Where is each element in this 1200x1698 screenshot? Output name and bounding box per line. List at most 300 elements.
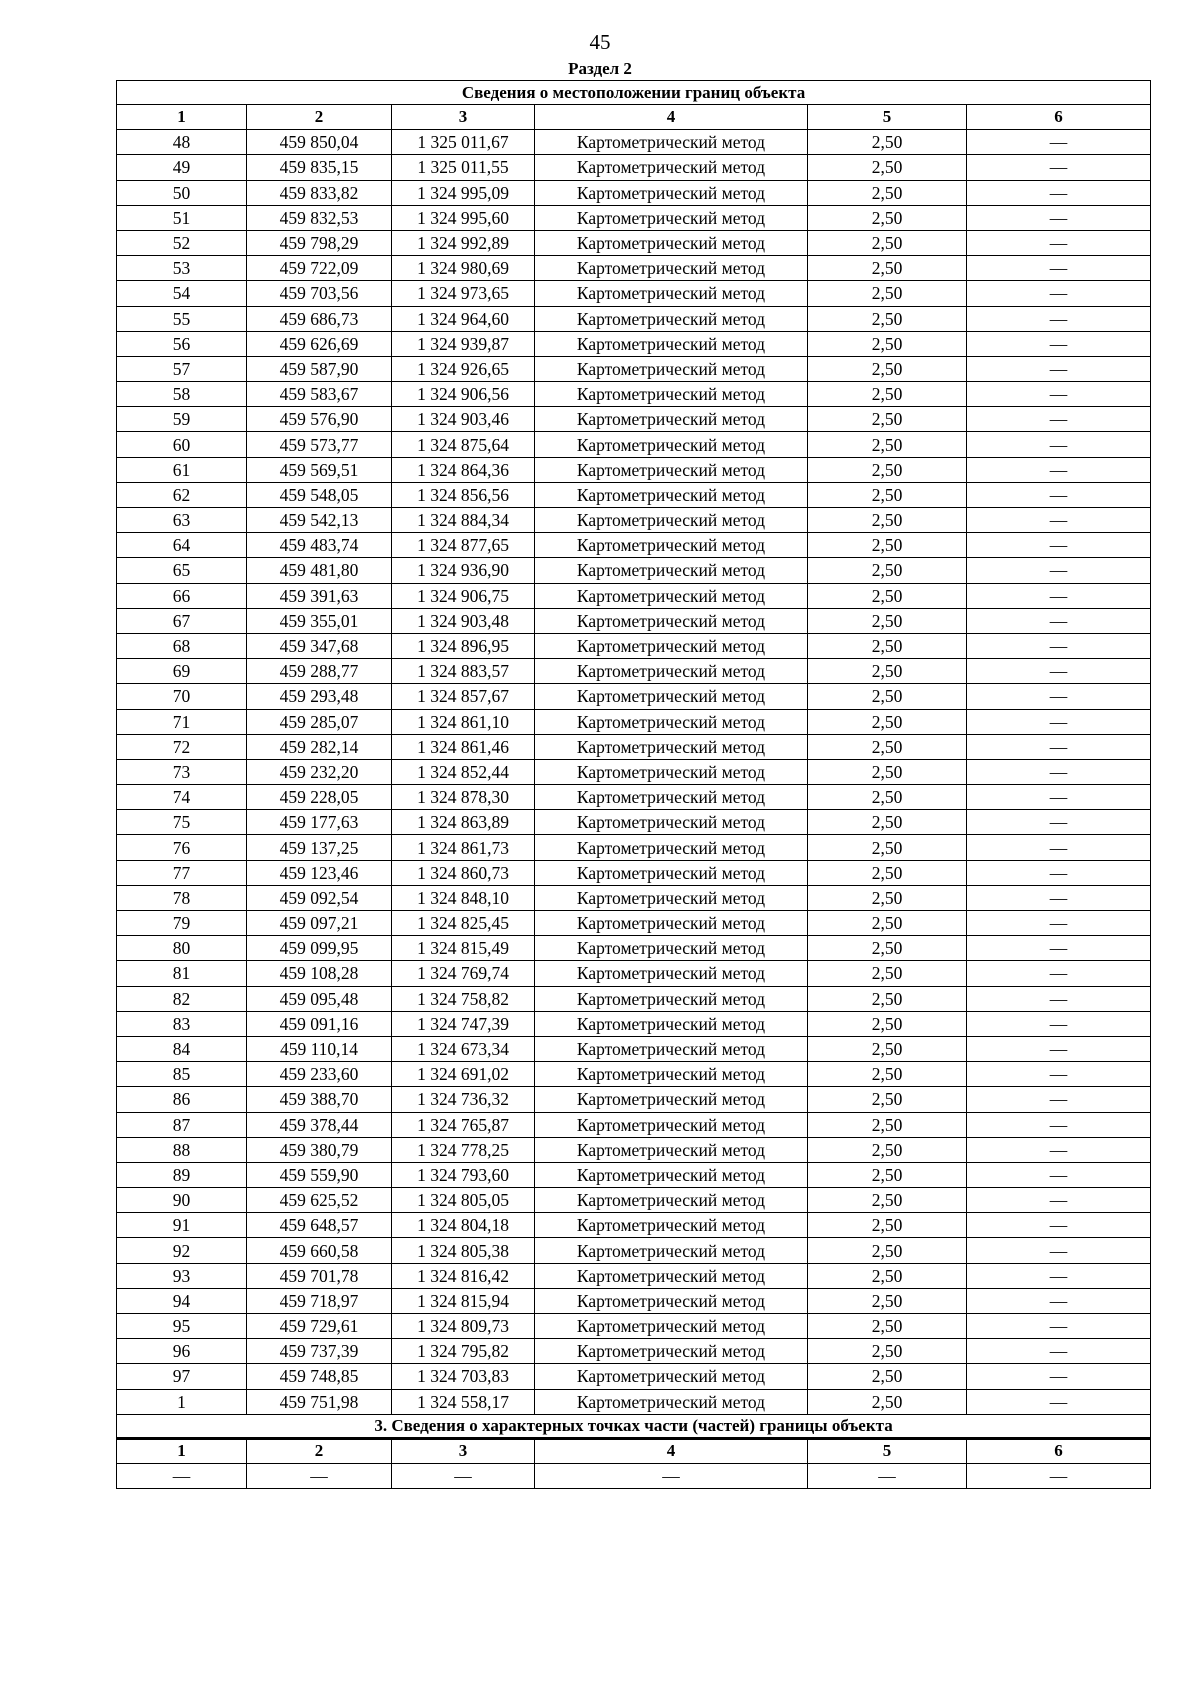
table-cell: Картометрический метод — [535, 1263, 808, 1288]
table-cell: Картометрический метод — [535, 734, 808, 759]
table-row — [117, 633, 1151, 658]
table-cell: — — [967, 785, 1151, 810]
table-cell: — — [967, 180, 1151, 205]
table-cell: 2,50 — [808, 759, 967, 784]
table-cell: Картометрический метод — [535, 205, 808, 230]
table-cell: 1 324 964,60 — [392, 306, 535, 331]
table-cell: 1 324 758,82 — [392, 986, 535, 1011]
column-header: 6 — [967, 1438, 1151, 1463]
table-cell: — — [967, 1162, 1151, 1187]
table-cell: — — [967, 482, 1151, 507]
table-cell: Картометрический метод — [535, 558, 808, 583]
table-cell: 459 388,70 — [247, 1087, 392, 1112]
table-cell: 2,50 — [808, 1364, 967, 1389]
table-cell: Картометрический метод — [535, 1213, 808, 1238]
table-cell: Картометрический метод — [535, 608, 808, 633]
table-cell: 459 481,80 — [247, 558, 392, 583]
table-row — [117, 1339, 1151, 1364]
table-cell: 82 — [117, 986, 247, 1011]
table-row — [117, 1314, 1151, 1339]
table-cell: Картометрический метод — [535, 885, 808, 910]
column-header: 1 — [117, 1438, 247, 1463]
table-row — [117, 331, 1151, 356]
table-row — [117, 1162, 1151, 1187]
table-cell: 2,50 — [808, 558, 967, 583]
table-cell: 459 110,14 — [247, 1036, 392, 1061]
table-cell: — — [967, 1263, 1151, 1288]
table-cell: 76 — [117, 835, 247, 860]
table-cell: 459 587,90 — [247, 356, 392, 381]
table-cell: Картометрический метод — [535, 230, 808, 255]
table-cell: 459 835,15 — [247, 155, 392, 180]
table-cell: — — [967, 1213, 1151, 1238]
table-cell: 59 — [117, 407, 247, 432]
table-cell: — — [967, 1188, 1151, 1213]
table-title-row — [117, 81, 1151, 105]
table-cell: 1 324 906,56 — [392, 382, 535, 407]
table-cell: — — [967, 1463, 1151, 1488]
table-cell: 2,50 — [808, 684, 967, 709]
table-cell: 1 324 884,34 — [392, 508, 535, 533]
table-cell: 459 798,29 — [247, 230, 392, 255]
table-row — [117, 1288, 1151, 1313]
table-cell: 1 324 848,10 — [392, 885, 535, 910]
table-cell: 1 324 896,95 — [392, 633, 535, 658]
table-cell: 1 324 939,87 — [392, 331, 535, 356]
column-header: 2 — [247, 1438, 392, 1463]
table-cell: — — [967, 961, 1151, 986]
table-cell: Картометрический метод — [535, 457, 808, 482]
table-cell: 1 324 995,60 — [392, 205, 535, 230]
table-cell: Картометрический метод — [535, 633, 808, 658]
table-cell: Картометрический метод — [535, 1364, 808, 1389]
table-cell: 1 324 795,82 — [392, 1339, 535, 1364]
table-cell: Картометрический метод — [535, 810, 808, 835]
table-cell: Картометрический метод — [535, 1087, 808, 1112]
table-cell: 1 324 804,18 — [392, 1213, 535, 1238]
table-cell: Картометрический метод — [535, 1389, 808, 1414]
table-cell: 84 — [117, 1036, 247, 1061]
table-row — [117, 457, 1151, 482]
table-cell: 48 — [117, 130, 247, 155]
table-row — [117, 281, 1151, 306]
table-cell: — — [967, 810, 1151, 835]
table-cell: — — [967, 684, 1151, 709]
table-cell: 2,50 — [808, 1339, 967, 1364]
table-cell: Картометрический метод — [535, 1137, 808, 1162]
table-cell: — — [967, 356, 1151, 381]
table-cell: 1 324 883,57 — [392, 659, 535, 684]
table-cell: 60 — [117, 432, 247, 457]
table-cell: — — [967, 734, 1151, 759]
table-cell: 459 686,73 — [247, 306, 392, 331]
table-cell: — — [808, 1463, 967, 1488]
table-cell: 459 097,21 — [247, 911, 392, 936]
table-cell: — — [967, 1288, 1151, 1313]
table-cell: 66 — [117, 583, 247, 608]
table-cell: — — [967, 205, 1151, 230]
table-cell: 61 — [117, 457, 247, 482]
table-cell: 459 293,48 — [247, 684, 392, 709]
table-row — [117, 1112, 1151, 1137]
table-row — [117, 558, 1151, 583]
table-cell: Картометрический метод — [535, 759, 808, 784]
table-cell: 459 660,58 — [247, 1238, 392, 1263]
table-row — [117, 1036, 1151, 1061]
section-label: Раздел 2 — [568, 59, 632, 78]
table-row — [117, 785, 1151, 810]
table-title: Сведения о местоположении границ объекта — [117, 81, 1151, 105]
table-cell: 459 737,39 — [247, 1339, 392, 1364]
table-cell: Картометрический метод — [535, 1238, 808, 1263]
table-cell: 459 177,63 — [247, 810, 392, 835]
table-cell: 81 — [117, 961, 247, 986]
table-cell: 2,50 — [808, 1314, 967, 1339]
table-cell: 2,50 — [808, 659, 967, 684]
table-cell: 2,50 — [808, 1263, 967, 1288]
table-row — [117, 1389, 1151, 1414]
table-cell: 93 — [117, 1263, 247, 1288]
table-cell: 459 095,48 — [247, 986, 392, 1011]
table-cell: 1 324 860,73 — [392, 860, 535, 885]
table-cell: 2,50 — [808, 835, 967, 860]
column-header: 1 — [117, 105, 247, 130]
table-cell: Картометрический метод — [535, 533, 808, 558]
table-cell: — — [967, 558, 1151, 583]
table-cell: Картометрический метод — [535, 835, 808, 860]
table-cell: 459 137,25 — [247, 835, 392, 860]
table-cell: 1 324 703,83 — [392, 1364, 535, 1389]
section3-title-row — [117, 1414, 1151, 1438]
table-row — [117, 407, 1151, 432]
table-cell: 89 — [117, 1162, 247, 1187]
table-row — [117, 306, 1151, 331]
table-cell: 1 324 815,94 — [392, 1288, 535, 1313]
table-cell: 74 — [117, 785, 247, 810]
table-cell: 459 091,16 — [247, 1011, 392, 1036]
table-cell: — — [535, 1463, 808, 1488]
table-cell: — — [967, 432, 1151, 457]
table-row — [117, 810, 1151, 835]
table-row — [117, 356, 1151, 381]
section3-title: 3. Сведения о характерных точках части (частей) границы объекта — [117, 1414, 1151, 1438]
table-cell: 2,50 — [808, 785, 967, 810]
table-cell: — — [967, 230, 1151, 255]
table-cell: 459 288,77 — [247, 659, 392, 684]
table-row — [117, 155, 1151, 180]
table-row — [117, 130, 1151, 155]
table-cell: — — [967, 1364, 1151, 1389]
table-cell: 2,50 — [808, 306, 967, 331]
table-cell: 459 380,79 — [247, 1137, 392, 1162]
table-cell: — — [967, 281, 1151, 306]
table-cell: 1 324 903,46 — [392, 407, 535, 432]
table-row — [117, 230, 1151, 255]
table-cell: — — [967, 533, 1151, 558]
table-cell: 2,50 — [808, 986, 967, 1011]
table-cell: — — [967, 709, 1151, 734]
table-cell: Картометрический метод — [535, 785, 808, 810]
table-row — [117, 180, 1151, 205]
table-cell: — — [967, 1137, 1151, 1162]
table-cell: 459 576,90 — [247, 407, 392, 432]
table-cell: 85 — [117, 1062, 247, 1087]
table-cell: 1 324 926,65 — [392, 356, 535, 381]
table-cell: 1 325 011,67 — [392, 130, 535, 155]
table-cell: 1 324 809,73 — [392, 1314, 535, 1339]
table-row — [117, 482, 1151, 507]
table-cell: Картометрический метод — [535, 1112, 808, 1137]
table-cell: 2,50 — [808, 961, 967, 986]
table-cell: 52 — [117, 230, 247, 255]
table-cell: 459 573,77 — [247, 432, 392, 457]
table-cell: 459 722,09 — [247, 256, 392, 281]
table-cell: 1 324 875,64 — [392, 432, 535, 457]
table-row — [117, 936, 1151, 961]
table-cell: Картометрический метод — [535, 281, 808, 306]
table-cell: 2,50 — [808, 583, 967, 608]
table-cell: 459 729,61 — [247, 1314, 392, 1339]
table-row — [117, 1188, 1151, 1213]
table-cell: — — [247, 1463, 392, 1488]
table-cell: 1 324 861,10 — [392, 709, 535, 734]
table-cell: 49 — [117, 155, 247, 180]
table-cell: 2,50 — [808, 180, 967, 205]
table-cell: 459 378,44 — [247, 1112, 392, 1137]
table-cell: — — [967, 1087, 1151, 1112]
table-cell: Картометрический метод — [535, 1036, 808, 1061]
table-cell: Картометрический метод — [535, 331, 808, 356]
table-cell: 1 324 778,25 — [392, 1137, 535, 1162]
table-cell: Картометрический метод — [535, 659, 808, 684]
table-cell: Картометрический метод — [535, 155, 808, 180]
table-cell: 459 748,85 — [247, 1364, 392, 1389]
table-cell: — — [967, 911, 1151, 936]
table-cell: — — [967, 457, 1151, 482]
table-cell: 83 — [117, 1011, 247, 1036]
table-cell: — — [967, 835, 1151, 860]
table-cell: 459 542,13 — [247, 508, 392, 533]
table-cell: Картометрический метод — [535, 860, 808, 885]
table-cell: 57 — [117, 356, 247, 381]
table-cell: 1 324 805,05 — [392, 1188, 535, 1213]
table-cell: 1 324 825,45 — [392, 911, 535, 936]
table-cell: 2,50 — [808, 230, 967, 255]
table-cell: 91 — [117, 1213, 247, 1238]
table-cell: 459 626,69 — [247, 331, 392, 356]
table-cell: 2,50 — [808, 256, 967, 281]
table-cell: 1 324 995,09 — [392, 180, 535, 205]
table-cell: 459 703,56 — [247, 281, 392, 306]
table-cell: 2,50 — [808, 1011, 967, 1036]
table-cell: — — [967, 1062, 1151, 1087]
table-cell: 2,50 — [808, 633, 967, 658]
table-cell: 94 — [117, 1288, 247, 1313]
table-cell: 88 — [117, 1137, 247, 1162]
table-cell: 2,50 — [808, 331, 967, 356]
table-cell: 1 324 878,30 — [392, 785, 535, 810]
table-cell: 77 — [117, 860, 247, 885]
table-cell: 1 324 765,87 — [392, 1112, 535, 1137]
table-cell: — — [967, 155, 1151, 180]
table-cell: 2,50 — [808, 608, 967, 633]
section3-header-row — [117, 1438, 1151, 1463]
table-cell: Картометрический метод — [535, 911, 808, 936]
table-cell: — — [967, 936, 1151, 961]
table-row — [117, 961, 1151, 986]
table-cell: 92 — [117, 1238, 247, 1263]
table-row — [117, 1364, 1151, 1389]
table-cell: 2,50 — [808, 1112, 967, 1137]
table-cell: 459 832,53 — [247, 205, 392, 230]
table-cell: 459 625,52 — [247, 1188, 392, 1213]
table-cell: 459 285,07 — [247, 709, 392, 734]
table-cell: 1 324 903,48 — [392, 608, 535, 633]
table-cell: — — [967, 256, 1151, 281]
column-header: 5 — [808, 1438, 967, 1463]
table-cell: Картометрический метод — [535, 432, 808, 457]
table-cell: 459 833,82 — [247, 180, 392, 205]
table-cell: 2,50 — [808, 205, 967, 230]
table-cell: 2,50 — [808, 1288, 967, 1313]
table-cell: 1 324 673,34 — [392, 1036, 535, 1061]
table-row — [117, 205, 1151, 230]
table-cell: Картометрический метод — [535, 961, 808, 986]
table-cell: — — [967, 1238, 1151, 1263]
table-cell: 459 099,95 — [247, 936, 392, 961]
table-cell: 68 — [117, 633, 247, 658]
table-cell: 54 — [117, 281, 247, 306]
column-header: 3 — [392, 1438, 535, 1463]
table-cell: Картометрический метод — [535, 130, 808, 155]
table-cell: 459 850,04 — [247, 130, 392, 155]
table-cell: 459 347,68 — [247, 633, 392, 658]
table-cell: — — [117, 1463, 247, 1488]
table-cell: — — [967, 608, 1151, 633]
table-cell: 75 — [117, 810, 247, 835]
table-cell: 2,50 — [808, 1087, 967, 1112]
table-cell: — — [967, 1314, 1151, 1339]
table-row — [117, 684, 1151, 709]
table-cell: Картометрический метод — [535, 583, 808, 608]
table-cell: 2,50 — [808, 281, 967, 306]
table-cell: Картометрический метод — [535, 180, 808, 205]
table-cell: 459 569,51 — [247, 457, 392, 482]
table-cell: 1 324 691,02 — [392, 1062, 535, 1087]
table-cell: Картометрический метод — [535, 1288, 808, 1313]
table-cell: Картометрический метод — [535, 986, 808, 1011]
table-cell: 1 325 011,55 — [392, 155, 535, 180]
column-header: 4 — [535, 105, 808, 130]
table-cell: 1 324 863,89 — [392, 810, 535, 835]
table-cell: — — [967, 407, 1151, 432]
table-cell: Картометрический метод — [535, 1011, 808, 1036]
table-cell: 459 548,05 — [247, 482, 392, 507]
table-cell: 86 — [117, 1087, 247, 1112]
table-row — [117, 382, 1151, 407]
table-row — [117, 1087, 1151, 1112]
table-cell: 69 — [117, 659, 247, 684]
table-cell: — — [967, 130, 1151, 155]
table-cell: 73 — [117, 759, 247, 784]
table-cell: 459 559,90 — [247, 1162, 392, 1187]
table-cell: 459 751,98 — [247, 1389, 392, 1414]
table-cell: — — [967, 1389, 1151, 1414]
table-cell: 459 228,05 — [247, 785, 392, 810]
table-cell: 2,50 — [808, 407, 967, 432]
table-cell: 2,50 — [808, 1389, 967, 1414]
table-cell: 2,50 — [808, 810, 967, 835]
table-row — [117, 1137, 1151, 1162]
table-cell: Картометрический метод — [535, 684, 808, 709]
table-cell: 459 123,46 — [247, 860, 392, 885]
table-cell: 2,50 — [808, 1036, 967, 1061]
table-cell: Картометрический метод — [535, 482, 808, 507]
table-cell: 459 583,67 — [247, 382, 392, 407]
table-cell: — — [967, 1339, 1151, 1364]
table-cell: 2,50 — [808, 1137, 967, 1162]
table-cell: 2,50 — [808, 155, 967, 180]
table-cell: Картометрический метод — [535, 356, 808, 381]
table-row — [117, 885, 1151, 910]
table-cell: 1 324 852,44 — [392, 759, 535, 784]
table-cell: Картометрический метод — [535, 1162, 808, 1187]
table-cell: 459 233,60 — [247, 1062, 392, 1087]
table-cell: 2,50 — [808, 457, 967, 482]
table-row — [117, 583, 1151, 608]
table-cell: 2,50 — [808, 432, 967, 457]
table-cell: 78 — [117, 885, 247, 910]
table-cell: 459 282,14 — [247, 734, 392, 759]
table-row — [117, 759, 1151, 784]
table-cell: Картометрический метод — [535, 508, 808, 533]
table-cell: 1 324 980,69 — [392, 256, 535, 281]
table-cell: — — [967, 659, 1151, 684]
table-cell: 2,50 — [808, 936, 967, 961]
table-row — [117, 1213, 1151, 1238]
table-cell: 1 324 973,65 — [392, 281, 535, 306]
table-cell: 2,50 — [808, 130, 967, 155]
table-cell: 2,50 — [808, 860, 967, 885]
table-cell: 2,50 — [808, 709, 967, 734]
table-cell: Картометрический метод — [535, 306, 808, 331]
table-cell: 70 — [117, 684, 247, 709]
table-cell: 1 324 747,39 — [392, 1011, 535, 1036]
table-cell: — — [967, 633, 1151, 658]
table-cell: Картометрический метод — [535, 407, 808, 432]
column-header: 6 — [967, 105, 1151, 130]
table-cell: 459 718,97 — [247, 1288, 392, 1313]
table-cell: 72 — [117, 734, 247, 759]
table-cell: 459 648,57 — [247, 1213, 392, 1238]
table-cell: 2,50 — [808, 1188, 967, 1213]
table-row — [117, 1263, 1151, 1288]
table-cell: 459 108,28 — [247, 961, 392, 986]
table-cell: 2,50 — [808, 382, 967, 407]
table-cell: 2,50 — [808, 1162, 967, 1187]
column-header: 5 — [808, 105, 967, 130]
table-row — [117, 835, 1151, 860]
table-cell: — — [967, 331, 1151, 356]
table-cell: — — [392, 1463, 535, 1488]
table-row — [117, 911, 1151, 936]
table-cell: 459 391,63 — [247, 583, 392, 608]
table-row — [117, 533, 1151, 558]
table-cell: 1 324 815,49 — [392, 936, 535, 961]
table-cell: 63 — [117, 508, 247, 533]
table-cell: 87 — [117, 1112, 247, 1137]
table-cell: 53 — [117, 256, 247, 281]
